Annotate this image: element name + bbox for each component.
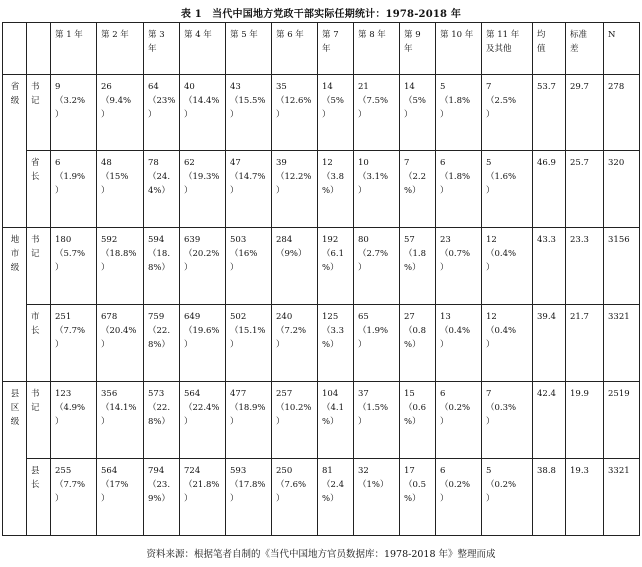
table-cell: 320	[604, 151, 640, 228]
table-cell: 2519	[604, 382, 640, 459]
table-cell: 19.3	[566, 459, 604, 536]
table-cell: 125 （3.3 %）	[318, 305, 354, 382]
level-label: 省 级	[3, 75, 27, 228]
table-cell: 80 （2.7% ）	[354, 228, 400, 305]
table-cell: 649 （19.6% ）	[180, 305, 226, 382]
column-header: 第 4 年	[180, 23, 226, 75]
table-cell: 14 （5% ）	[400, 75, 436, 151]
table-cell: 104 （4.1 %）	[318, 382, 354, 459]
table-cell: 240 （7.2% ）	[272, 305, 318, 382]
table-cell: 64 （23% ）	[144, 75, 180, 151]
table-cell: 12 （3.8 %）	[318, 151, 354, 228]
table-cell: 564 （22.4% ）	[180, 382, 226, 459]
table-cell: 594 （18. 8%）	[144, 228, 180, 305]
table-cell: 43 （15.5% ）	[226, 75, 272, 151]
table-cell: 284 （9%）	[272, 228, 318, 305]
table-cell: 17 （0.5 %）	[400, 459, 436, 536]
table-cell: 7 （2.2 %）	[400, 151, 436, 228]
table-cell: 27 （0.8 %）	[400, 305, 436, 382]
table-row	[3, 459, 640, 536]
table-cell: 78 （24. 4%）	[144, 151, 180, 228]
table-cell: 678 （20.4% ）	[97, 305, 144, 382]
table-cell: 62 （19.3% ）	[180, 151, 226, 228]
table-cell: 39 （12.2% ）	[272, 151, 318, 228]
table-cell: 12 （0.4% ）	[482, 305, 533, 382]
table-cell: 123 （4.9% ）	[51, 382, 97, 459]
column-header: 第 6 年	[272, 23, 318, 75]
table-cell: 7 （0.3% ）	[482, 382, 533, 459]
table-cell: 278	[604, 75, 640, 151]
column-header: 第 8 年	[354, 23, 400, 75]
corner-cell	[27, 23, 51, 75]
table-row	[3, 151, 640, 228]
table-cell: 794 （23. 9%）	[144, 459, 180, 536]
table-cell: 573 （22. 8%）	[144, 382, 180, 459]
table-cell: 6 （1.8% ）	[436, 151, 482, 228]
column-header: 第 9 年	[400, 23, 436, 75]
table-cell: 35 （12.6% ）	[272, 75, 318, 151]
column-header: 第 1 年	[51, 23, 97, 75]
table-cell: 3156	[604, 228, 640, 305]
table-cell: 13 （0.4% ）	[436, 305, 482, 382]
table-cell: 46.9	[533, 151, 566, 228]
table-cell: 40 （14.4% ）	[180, 75, 226, 151]
level-label: 地 市 级	[3, 228, 27, 382]
table-cell: 5 （1.8% ）	[436, 75, 482, 151]
position-label: 市 长	[27, 305, 51, 382]
table-row	[3, 382, 640, 459]
table-cell: 42.4	[533, 382, 566, 459]
table-cell: 759 （22. 8%）	[144, 305, 180, 382]
table-cell: 7 （2.5% ）	[482, 75, 533, 151]
table-row	[3, 228, 640, 305]
column-header: 标准 差	[566, 23, 604, 75]
table-cell: 477 （18.9% ）	[226, 382, 272, 459]
table-cell: 3321	[604, 459, 640, 536]
table-cell: 43.3	[533, 228, 566, 305]
table-row	[3, 75, 640, 151]
table-cell: 29.7	[566, 75, 604, 151]
source-note: 资料来源：根据笔者自制的《当代中国地方官员数据库：1978-2018 年》整理而成	[146, 549, 496, 560]
column-header: 第 10 年	[436, 23, 482, 75]
column-header: 第 2 年	[97, 23, 144, 75]
table-cell: 356 （14.1% ）	[97, 382, 144, 459]
table-cell: 47 （14.7% ）	[226, 151, 272, 228]
table-cell: 37 （1.5% ）	[354, 382, 400, 459]
table-cell: 255 （7.7% ）	[51, 459, 97, 536]
table-cell: 639 （20.2% ）	[180, 228, 226, 305]
position-label: 书 记	[27, 382, 51, 459]
table-cell: 6 （0.2% ）	[436, 382, 482, 459]
table-cell: 48 （15% ）	[97, 151, 144, 228]
table-title: 表 1 当代中国地方党政干部实际任期统计：1978-2018 年	[180, 9, 462, 20]
table-cell: 503 （16% ）	[226, 228, 272, 305]
table-cell: 10 （3.1% ）	[354, 151, 400, 228]
table-cell: 39.4	[533, 305, 566, 382]
table-cell: 21.7	[566, 305, 604, 382]
table-cell: 25.7	[566, 151, 604, 228]
table-cell: 250 （7.6% ）	[272, 459, 318, 536]
table-cell: 257 （10.2% ）	[272, 382, 318, 459]
table-cell: 5 （0.2% ）	[482, 459, 533, 536]
table-cell: 15 （0.6 %）	[400, 382, 436, 459]
table-cell: 65 （1.9% ）	[354, 305, 400, 382]
level-label: 县 区 级	[3, 382, 27, 536]
position-label: 书 记	[27, 75, 51, 151]
column-header: 第 3 年	[144, 23, 180, 75]
table-cell: 724 （21.8% ）	[180, 459, 226, 536]
table-cell: 26 （9.4% ）	[97, 75, 144, 151]
table-cell: 564 （17% ）	[97, 459, 144, 536]
tenure-table	[2, 22, 640, 536]
table-cell: 12 （0.4% ）	[482, 228, 533, 305]
table-cell: 251 （7.7% ）	[51, 305, 97, 382]
column-header: 第 11 年 及其他	[482, 23, 533, 75]
table-cell: 19.9	[566, 382, 604, 459]
column-header: N	[604, 23, 640, 75]
table-cell: 180 （5.7% ）	[51, 228, 97, 305]
column-header: 第 7 年	[318, 23, 354, 75]
table-cell: 23 （0.7% ）	[436, 228, 482, 305]
table-row	[3, 305, 640, 382]
position-label: 省 长	[27, 151, 51, 228]
table-cell: 593 （17.8% ）	[226, 459, 272, 536]
table-cell: 3321	[604, 305, 640, 382]
table-cell: 53.7	[533, 75, 566, 151]
column-header: 均 值	[533, 23, 566, 75]
position-label: 县 长	[27, 459, 51, 536]
table-cell: 21 （7.5% ）	[354, 75, 400, 151]
table-cell: 5 （1.6% ）	[482, 151, 533, 228]
header-row	[3, 23, 640, 75]
column-header: 第 5 年	[226, 23, 272, 75]
table-cell: 6 （0.2% ）	[436, 459, 482, 536]
table-cell: 6 （1.9% ）	[51, 151, 97, 228]
table-cell: 14 （5% ）	[318, 75, 354, 151]
table-cell: 38.8	[533, 459, 566, 536]
table-cell: 502 （15.1% ）	[226, 305, 272, 382]
table-cell: 23.3	[566, 228, 604, 305]
table-cell: 57 （1.8 %）	[400, 228, 436, 305]
corner-cell	[3, 23, 27, 75]
table-cell: 192 （6.1 %）	[318, 228, 354, 305]
table-cell: 32 （1%）	[354, 459, 400, 536]
table-cell: 9 （3.2% ）	[51, 75, 97, 151]
position-label: 书 记	[27, 228, 51, 305]
table-cell: 81 （2.4 %）	[318, 459, 354, 536]
table-cell: 592 （18.8% ）	[97, 228, 144, 305]
